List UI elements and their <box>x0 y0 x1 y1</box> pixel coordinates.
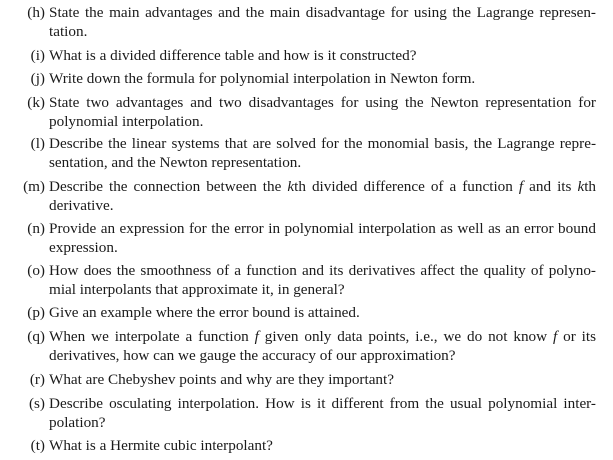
text-segment: State the main advantages and the main disadvantage for using the Lagrange represen- <box>49 4 596 21</box>
math-variable: f <box>518 178 524 195</box>
question-label: (n) <box>27 220 45 237</box>
text-line <box>49 370 596 389</box>
question-text <box>49 370 596 389</box>
question-label: (s) <box>28 395 45 412</box>
text-line <box>49 303 596 322</box>
text-segment: What is a divided difference table and how is it constructed? <box>49 47 417 64</box>
text-segment: derivatives, how can we gauge the accuracy of our approximation? <box>49 347 456 364</box>
question-label: (r) <box>29 371 45 388</box>
text-segment: tation. <box>49 23 88 40</box>
question-text <box>49 3 596 41</box>
text-segment: th <box>584 178 597 195</box>
text-line <box>49 69 596 88</box>
text-line <box>49 219 596 238</box>
text-line <box>49 261 596 280</box>
text-segment: What is a Hermite cubic interpolant? <box>49 437 273 454</box>
text-segment: derivative. <box>49 197 114 214</box>
text-segment: sentation, and the Newton representation. <box>49 154 302 171</box>
question-label: (m) <box>23 178 45 195</box>
question-text <box>49 327 596 365</box>
question-text <box>49 93 596 131</box>
text-line <box>49 134 596 153</box>
text-segment: When we interpolate a function <box>49 328 255 345</box>
text-segment: How does the smoothness of a function and its derivatives affect the quality of polyno- <box>49 262 596 279</box>
math-variable: f <box>254 328 259 345</box>
question-text <box>49 46 596 65</box>
question-text <box>49 134 596 172</box>
text-line <box>49 280 596 299</box>
math-variable: f <box>553 328 558 345</box>
text-line <box>49 327 596 346</box>
text-segment: Give an example where the error bound is attained. <box>49 304 360 321</box>
question-text <box>49 261 596 299</box>
text-segment: State two advantages and two disadvantages for using the Newton representation for <box>49 94 596 111</box>
text-segment: What are Chebyshev points and why are they important? <box>49 371 394 388</box>
question-text <box>49 219 596 257</box>
text-segment: polynomial interpolation. <box>49 113 204 130</box>
text-segment: expression. <box>49 239 118 256</box>
question-text <box>49 69 596 88</box>
text-segment: Describe the connection between the <box>49 178 288 195</box>
question-label: (o) <box>27 262 45 279</box>
question-text <box>49 303 596 322</box>
question-label: (i) <box>30 47 45 64</box>
text-line <box>49 346 596 365</box>
question-label: (t) <box>30 437 45 454</box>
text-line <box>49 394 596 413</box>
text-segment: th divided difference of a function <box>294 178 519 195</box>
text-line <box>49 112 596 131</box>
text-segment: or its <box>557 328 596 345</box>
text-line <box>49 93 596 112</box>
text-segment: given only data points, i.e., we do not know <box>258 328 553 345</box>
question-text <box>49 436 596 455</box>
text-segment: Provide an expression for the error in polynomial interpolation as well as an error bound <box>49 220 596 237</box>
math-variable: k <box>577 178 585 195</box>
question-label: (h) <box>27 4 45 21</box>
text-segment: polation? <box>49 414 106 431</box>
question-text <box>49 394 596 432</box>
question-text <box>49 177 596 215</box>
text-line <box>49 196 596 215</box>
text-line <box>49 22 596 41</box>
question-label: (j) <box>30 70 45 87</box>
question-label: (l) <box>30 135 45 152</box>
text-segment: Describe the linear systems that are solved for the monomial basis, the Lagrange repre- <box>49 135 596 152</box>
text-segment: Describe osculating interpolation. How is it different from the usual polynomial inter- <box>49 395 596 412</box>
question-label: (k) <box>27 94 45 111</box>
text-segment: mial interpolants that approximate it, in general? <box>49 281 345 298</box>
text-line <box>49 46 596 65</box>
text-line <box>49 153 596 172</box>
text-line <box>49 436 596 455</box>
text-segment: Write down the formula for polynomial interpolation in Newton form. <box>49 70 476 87</box>
question-label: (q) <box>27 328 45 345</box>
text-line <box>49 3 596 22</box>
text-line <box>49 238 596 257</box>
math-variable: k <box>287 178 295 195</box>
question-label: (p) <box>27 304 45 321</box>
text-segment: and its <box>523 178 578 195</box>
text-line <box>49 177 596 196</box>
text-line <box>49 413 596 432</box>
